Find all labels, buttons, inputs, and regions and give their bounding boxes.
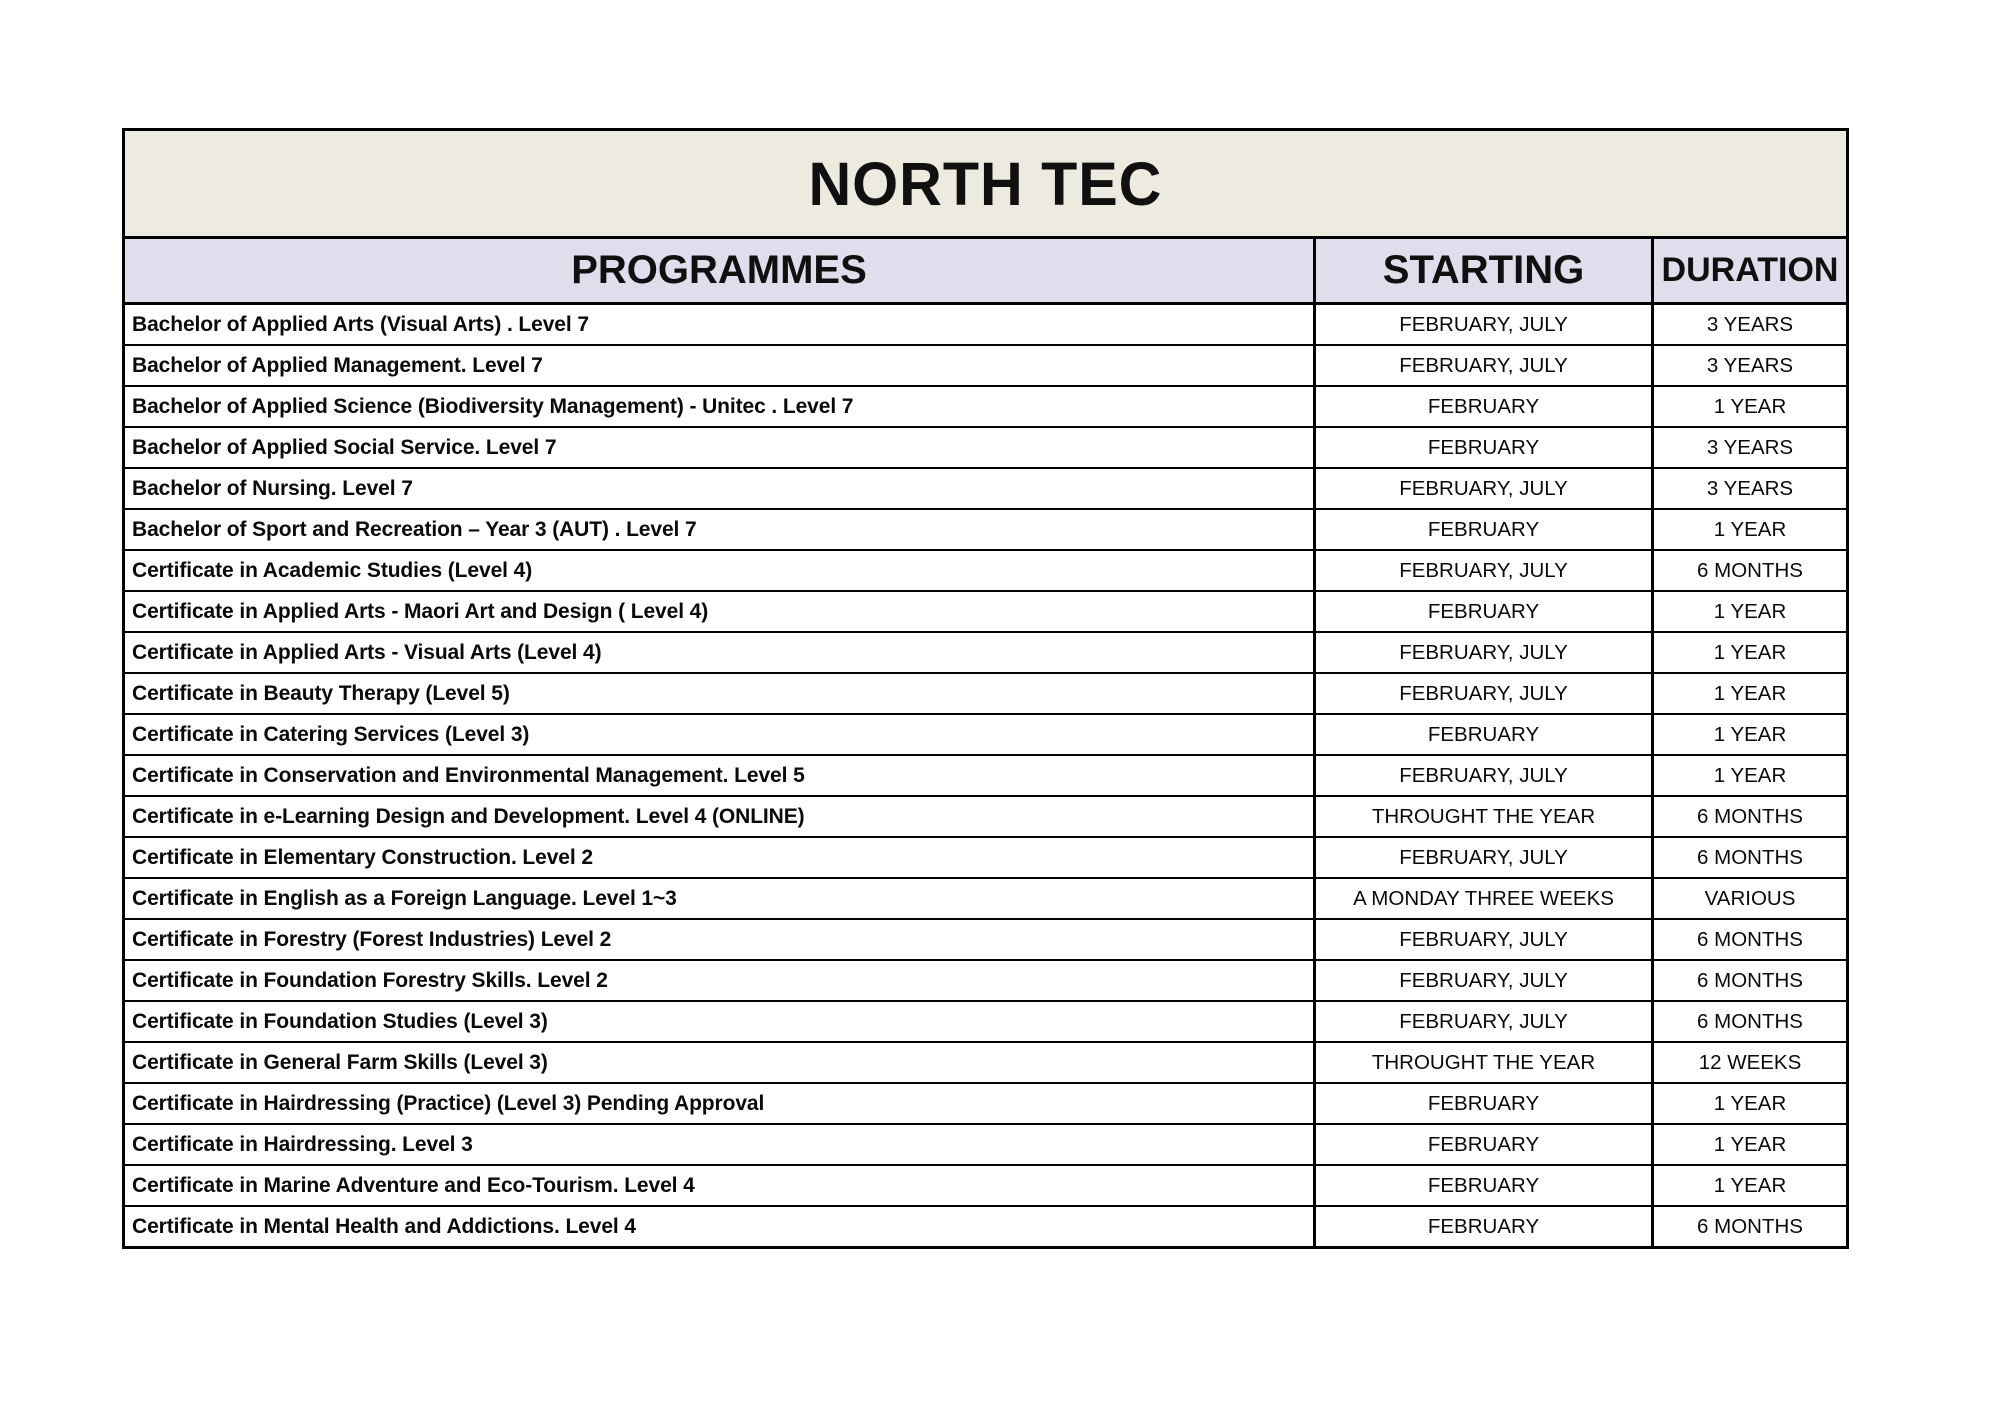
cell-starting: THROUGHT THE YEAR (1313, 1043, 1651, 1082)
cell-duration: 3 YEARS (1651, 428, 1846, 467)
cell-programme: Bachelor of Sport and Recreation – Year 3 (AUT) . Level 7 (132, 517, 697, 541)
cell-programme: Bachelor of Applied Management. Level 7 (132, 353, 543, 377)
table-header-row (125, 239, 1846, 305)
table-row (125, 961, 1846, 1002)
table-row (125, 633, 1846, 674)
cell-duration: 6 MONTHS (1651, 838, 1846, 877)
cell-programme: Certificate in English as a Foreign Language. Level 1~3 (132, 886, 677, 910)
cell-starting: FEBRUARY (1313, 1166, 1651, 1205)
cell-duration: 3 YEARS (1651, 305, 1846, 344)
cell-starting: FEBRUARY, JULY (1313, 469, 1651, 508)
cell-starting: FEBRUARY, JULY (1313, 674, 1651, 713)
cell-programme: Certificate in Beauty Therapy (Level 5) (132, 681, 510, 705)
programmes-table (122, 128, 1849, 1249)
cell-duration: 6 MONTHS (1651, 920, 1846, 959)
table-row (125, 879, 1846, 920)
cell-starting: FEBRUARY, JULY (1313, 551, 1651, 590)
table-body (125, 305, 1846, 1246)
cell-programme: Certificate in General Farm Skills (Level 3) (132, 1050, 548, 1074)
cell-programme: Certificate in Elementary Construction. Level 2 (132, 845, 593, 869)
table-row (125, 1043, 1846, 1084)
cell-starting: FEBRUARY, JULY (1313, 633, 1651, 672)
cell-programme: Certificate in Forestry (Forest Industries) Level 2 (132, 927, 612, 951)
cell-programme: Certificate in Applied Arts - Visual Arts (Level 4) (132, 640, 602, 664)
cell-starting: FEBRUARY, JULY (1313, 305, 1651, 344)
cell-duration: 1 YEAR (1651, 715, 1846, 754)
cell-programme: Certificate in Foundation Studies (Level 3) (132, 1009, 548, 1033)
table-row (125, 920, 1846, 961)
table-row (125, 551, 1846, 592)
table-row (125, 592, 1846, 633)
cell-duration: 1 YEAR (1651, 756, 1846, 795)
cell-starting: FEBRUARY, JULY (1313, 756, 1651, 795)
cell-duration: 1 YEAR (1651, 592, 1846, 631)
cell-starting: FEBRUARY (1313, 387, 1651, 426)
cell-duration: 3 YEARS (1651, 346, 1846, 385)
cell-duration: 1 YEAR (1651, 510, 1846, 549)
cell-duration: 1 YEAR (1651, 387, 1846, 426)
table-title-band (125, 131, 1846, 239)
cell-programme: Certificate in Hairdressing. Level 3 (132, 1132, 473, 1156)
cell-starting: FEBRUARY, JULY (1313, 1002, 1651, 1041)
table-row (125, 674, 1846, 715)
cell-duration: 6 MONTHS (1651, 797, 1846, 836)
cell-duration: 1 YEAR (1651, 1166, 1846, 1205)
cell-duration: 6 MONTHS (1651, 1207, 1846, 1246)
table-row (125, 510, 1846, 551)
table-row (125, 1002, 1846, 1043)
cell-programme: Bachelor of Applied Social Service. Level 7 (132, 435, 557, 459)
cell-programme: Bachelor of Nursing. Level 7 (132, 476, 413, 500)
cell-programme: Certificate in Conservation and Environmental Management. Level 5 (132, 763, 805, 787)
table-row (125, 387, 1846, 428)
cell-duration: 1 YEAR (1651, 1125, 1846, 1164)
cell-starting: FEBRUARY (1313, 1207, 1651, 1246)
cell-duration: 1 YEAR (1651, 633, 1846, 672)
cell-starting: FEBRUARY (1313, 715, 1651, 754)
cell-starting: A MONDAY THREE WEEKS (1313, 879, 1651, 918)
table-row (125, 469, 1846, 510)
cell-duration: 12 WEEKS (1651, 1043, 1846, 1082)
cell-starting: FEBRUARY (1313, 1125, 1651, 1164)
cell-programme: Certificate in Academic Studies (Level 4) (132, 558, 533, 582)
cell-starting: FEBRUARY (1313, 592, 1651, 631)
table-row (125, 797, 1846, 838)
page-title: NORTH TEC (808, 149, 1163, 218)
table-row (125, 428, 1846, 469)
cell-duration: VARIOUS (1651, 879, 1846, 918)
cell-starting: FEBRUARY, JULY (1313, 920, 1651, 959)
cell-starting: FEBRUARY, JULY (1313, 961, 1651, 1000)
cell-duration: 1 YEAR (1651, 1084, 1846, 1123)
cell-starting: FEBRUARY, JULY (1313, 838, 1651, 877)
cell-starting: FEBRUARY (1313, 1084, 1651, 1123)
cell-starting: FEBRUARY, JULY (1313, 346, 1651, 385)
cell-programme: Certificate in Catering Services (Level 3) (132, 722, 530, 746)
cell-programme: Certificate in Applied Arts - Maori Art and Design ( Level 4) (132, 599, 709, 623)
column-header-programmes: PROGRAMMES (571, 248, 867, 292)
column-header-duration: DURATION (1651, 239, 1846, 302)
table-row (125, 305, 1846, 346)
table-row (125, 756, 1846, 797)
cell-starting: FEBRUARY (1313, 510, 1651, 549)
cell-programme: Bachelor of Applied Arts (Visual Arts) . Level 7 (132, 312, 589, 336)
table-row (125, 838, 1846, 879)
cell-programme: Certificate in Hairdressing (Practice) (Level 3) Pending Approval (132, 1091, 765, 1115)
cell-starting: FEBRUARY (1313, 428, 1651, 467)
cell-duration: 3 YEARS (1651, 469, 1846, 508)
column-header-starting: STARTING (1313, 239, 1651, 302)
cell-starting: THROUGHT THE YEAR (1313, 797, 1651, 836)
table-row (125, 1084, 1846, 1125)
cell-programme: Certificate in Mental Health and Addictions. Level 4 (132, 1214, 636, 1238)
cell-programme: Certificate in e-Learning Design and Development. Level 4 (ONLINE) (132, 804, 805, 828)
cell-duration: 1 YEAR (1651, 674, 1846, 713)
table-row (125, 346, 1846, 387)
cell-duration: 6 MONTHS (1651, 551, 1846, 590)
cell-duration: 6 MONTHS (1651, 1002, 1846, 1041)
table-row (125, 1166, 1846, 1207)
cell-programme: Certificate in Foundation Forestry Skills. Level 2 (132, 968, 608, 992)
cell-programme: Certificate in Marine Adventure and Eco-Tourism. Level 4 (132, 1173, 695, 1197)
table-row (125, 1207, 1846, 1246)
table-row (125, 1125, 1846, 1166)
cell-duration: 6 MONTHS (1651, 961, 1846, 1000)
cell-programme: Bachelor of Applied Science (Biodiversity Management) - Unitec . Level 7 (132, 394, 854, 418)
table-row (125, 715, 1846, 756)
